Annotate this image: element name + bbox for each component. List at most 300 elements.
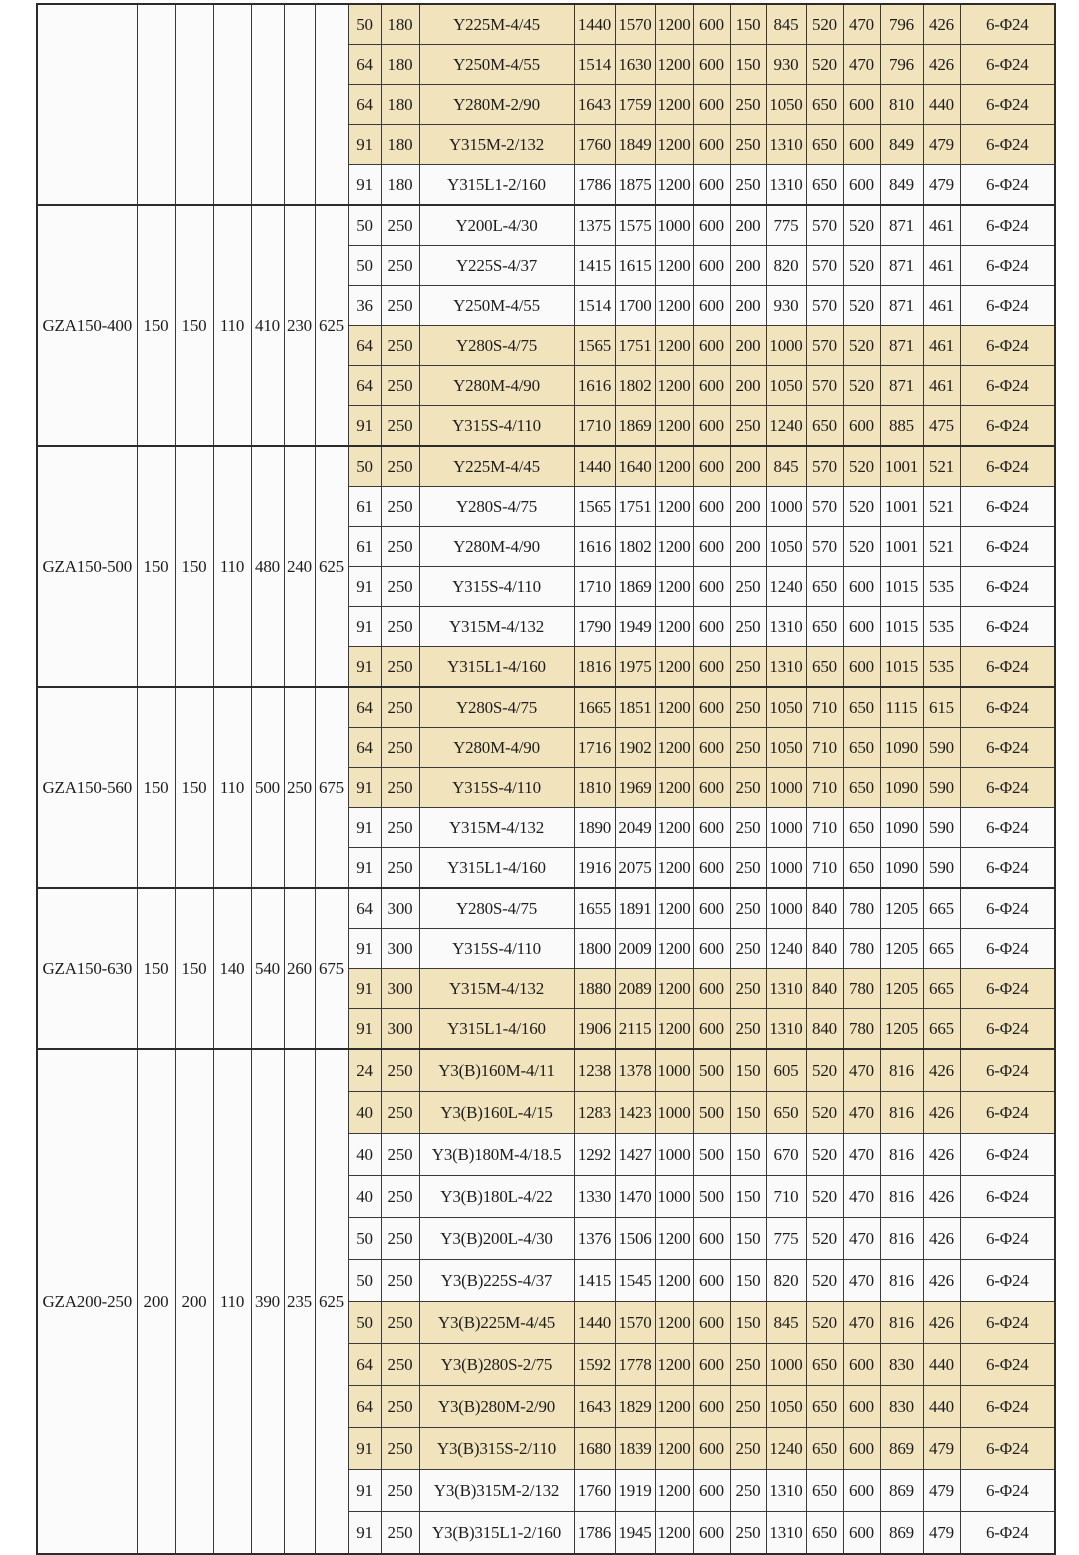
motor-model-cell: Y315L1-4/160: [419, 1009, 574, 1050]
value-cell: 1200: [655, 1260, 693, 1302]
value-cell: 535: [923, 567, 960, 607]
value-cell: 1310: [766, 125, 806, 165]
bolt-spec-cell: 6-Φ24: [960, 406, 1055, 447]
value-cell: 1665: [574, 687, 615, 728]
value-cell: 1015: [880, 567, 923, 607]
value-cell: 1200: [655, 406, 693, 447]
value-cell: 1849: [615, 125, 655, 165]
value-cell: 426: [923, 1260, 960, 1302]
value-cell: 1238: [574, 1049, 615, 1092]
value-cell: 91: [348, 848, 381, 889]
value-cell: 1869: [615, 567, 655, 607]
value-cell: 1200: [655, 687, 693, 728]
value-cell: 470: [843, 1302, 880, 1344]
value-cell: 50: [348, 4, 381, 45]
value-cell: 590: [923, 848, 960, 889]
motor-model-cell: Y280S-4/75: [419, 687, 574, 728]
value-cell: 1050: [766, 527, 806, 567]
value-cell: 600: [843, 1512, 880, 1555]
bolt-spec-cell: 6-Φ24: [960, 607, 1055, 647]
value-cell: 1200: [655, 165, 693, 206]
value-cell: 250: [381, 1176, 419, 1218]
motor-model-cell: Y200L-4/30: [419, 205, 574, 246]
motor-model-cell: Y280S-4/75: [419, 487, 574, 527]
value-cell: 600: [843, 85, 880, 125]
value-cell: 1000: [766, 848, 806, 889]
value-cell: 1001: [880, 446, 923, 487]
value-cell: 64: [348, 687, 381, 728]
value-cell: 1200: [655, 45, 693, 85]
model-cell: GZA200-250: [37, 1049, 137, 1554]
value-cell: 1680: [574, 1428, 615, 1470]
bolt-spec-cell: 6-Φ24: [960, 567, 1055, 607]
value-cell: 600: [693, 888, 730, 929]
value-cell: 650: [806, 1428, 843, 1470]
dim-cell: 150: [175, 446, 213, 687]
value-cell: 570: [806, 487, 843, 527]
value-cell: 1200: [655, 1302, 693, 1344]
value-cell: 250: [381, 286, 419, 326]
value-cell: 600: [693, 969, 730, 1009]
value-cell: 250: [730, 125, 766, 165]
dim-cell: 200: [137, 1049, 175, 1554]
value-cell: 520: [843, 246, 880, 286]
value-cell: 570: [806, 366, 843, 406]
value-cell: 1205: [880, 1009, 923, 1050]
value-cell: 91: [348, 808, 381, 848]
model-cell: GZA150-630: [37, 888, 137, 1049]
dim-cell: 110: [213, 205, 251, 446]
dim-cell: 240: [284, 446, 315, 687]
value-cell: 250: [730, 85, 766, 125]
value-cell: 461: [923, 326, 960, 366]
value-cell: 1050: [766, 1386, 806, 1428]
value-cell: 250: [730, 1009, 766, 1050]
value-cell: 650: [806, 165, 843, 206]
value-cell: 1205: [880, 969, 923, 1009]
bolt-spec-cell: 6-Φ24: [960, 728, 1055, 768]
value-cell: 250: [381, 527, 419, 567]
value-cell: 1200: [655, 768, 693, 808]
value-cell: 710: [806, 728, 843, 768]
value-cell: 600: [693, 487, 730, 527]
value-cell: 780: [843, 888, 880, 929]
value-cell: 36: [348, 286, 381, 326]
bolt-spec-cell: 6-Φ24: [960, 1260, 1055, 1302]
value-cell: 1800: [574, 929, 615, 969]
value-cell: 200: [730, 487, 766, 527]
value-cell: 1891: [615, 888, 655, 929]
value-cell: 849: [880, 125, 923, 165]
value-cell: 200: [730, 446, 766, 487]
value-cell: 650: [806, 647, 843, 688]
value-cell: 590: [923, 768, 960, 808]
value-cell: 1710: [574, 406, 615, 447]
value-cell: 250: [381, 1092, 419, 1134]
value-cell: 1000: [655, 1092, 693, 1134]
motor-model-cell: Y3(B)180M-4/18.5: [419, 1134, 574, 1176]
value-cell: 250: [730, 687, 766, 728]
model-cell: GZA150-560: [37, 687, 137, 888]
value-cell: 470: [843, 1176, 880, 1218]
motor-model-cell: Y3(B)315L1-2/160: [419, 1512, 574, 1555]
value-cell: 1200: [655, 487, 693, 527]
value-cell: 600: [693, 1344, 730, 1386]
value-cell: 1375: [574, 205, 615, 246]
value-cell: 930: [766, 45, 806, 85]
dim-cell: 625: [315, 1049, 348, 1554]
dim-cell: 675: [315, 888, 348, 1049]
value-cell: 710: [806, 768, 843, 808]
bolt-spec-cell: 6-Φ24: [960, 1386, 1055, 1428]
value-cell: 461: [923, 205, 960, 246]
value-cell: 520: [843, 527, 880, 567]
value-cell: 1630: [615, 45, 655, 85]
value-cell: 600: [843, 607, 880, 647]
value-cell: 650: [843, 728, 880, 768]
value-cell: 1200: [655, 85, 693, 125]
value-cell: 250: [381, 446, 419, 487]
value-cell: 300: [381, 888, 419, 929]
value-cell: 24: [348, 1049, 381, 1092]
value-cell: 40: [348, 1092, 381, 1134]
motor-model-cell: Y225M-4/45: [419, 446, 574, 487]
bolt-spec-cell: 6-Φ24: [960, 205, 1055, 246]
value-cell: 600: [843, 125, 880, 165]
value-cell: 570: [806, 246, 843, 286]
value-cell: 885: [880, 406, 923, 447]
value-cell: 1616: [574, 527, 615, 567]
value-cell: 1000: [766, 326, 806, 366]
value-cell: 300: [381, 1009, 419, 1050]
value-cell: 840: [806, 888, 843, 929]
bolt-spec-cell: 6-Φ24: [960, 326, 1055, 366]
value-cell: 2089: [615, 969, 655, 1009]
motor-model-cell: Y280M-4/90: [419, 366, 574, 406]
value-cell: 150: [730, 4, 766, 45]
value-cell: 426: [923, 1092, 960, 1134]
motor-model-cell: Y315L1-4/160: [419, 848, 574, 889]
value-cell: 470: [843, 1092, 880, 1134]
motor-model-cell: Y3(B)180L-4/22: [419, 1176, 574, 1218]
value-cell: 600: [843, 165, 880, 206]
value-cell: 845: [766, 1302, 806, 1344]
value-cell: 600: [693, 366, 730, 406]
value-cell: 1000: [655, 1134, 693, 1176]
value-cell: 605: [766, 1049, 806, 1092]
dim-cell: 260: [284, 888, 315, 1049]
value-cell: 500: [693, 1049, 730, 1092]
bolt-spec-cell: 6-Φ24: [960, 4, 1055, 45]
value-cell: 1050: [766, 728, 806, 768]
value-cell: 426: [923, 1049, 960, 1092]
value-cell: 250: [381, 607, 419, 647]
dim-cell: 150: [137, 205, 175, 446]
value-cell: 1090: [880, 728, 923, 768]
value-cell: 600: [693, 125, 730, 165]
value-cell: 2049: [615, 808, 655, 848]
value-cell: 461: [923, 246, 960, 286]
value-cell: 1000: [766, 1344, 806, 1386]
value-cell: 250: [730, 1386, 766, 1428]
value-cell: 479: [923, 1470, 960, 1512]
value-cell: 180: [381, 85, 419, 125]
value-cell: 1000: [655, 205, 693, 246]
value-cell: 50: [348, 1260, 381, 1302]
value-cell: 461: [923, 286, 960, 326]
spec-table-body: [37, 4, 1055, 1554]
value-cell: 1440: [574, 1302, 615, 1344]
motor-model-cell: Y280M-4/90: [419, 728, 574, 768]
value-cell: 1545: [615, 1260, 655, 1302]
value-cell: 1415: [574, 246, 615, 286]
value-cell: 600: [693, 527, 730, 567]
value-cell: 250: [730, 165, 766, 206]
value-cell: 570: [806, 205, 843, 246]
value-cell: 91: [348, 406, 381, 447]
bolt-spec-cell: 6-Φ24: [960, 1344, 1055, 1386]
value-cell: 1200: [655, 647, 693, 688]
value-cell: 91: [348, 607, 381, 647]
value-cell: 250: [730, 1428, 766, 1470]
value-cell: 845: [766, 4, 806, 45]
motor-model-cell: Y315M-4/132: [419, 969, 574, 1009]
value-cell: 600: [693, 607, 730, 647]
dim-cell: [284, 4, 315, 205]
value-cell: 1240: [766, 406, 806, 447]
value-cell: 1790: [574, 607, 615, 647]
value-cell: 150: [730, 1302, 766, 1344]
dim-cell: 150: [175, 888, 213, 1049]
value-cell: 479: [923, 1428, 960, 1470]
value-cell: 150: [730, 1260, 766, 1302]
value-cell: 520: [806, 1176, 843, 1218]
dim-cell: 390: [251, 1049, 284, 1554]
motor-model-cell: Y3(B)280S-2/75: [419, 1344, 574, 1386]
motor-model-cell: Y315S-4/110: [419, 406, 574, 447]
value-cell: 1090: [880, 848, 923, 889]
value-cell: 600: [693, 165, 730, 206]
value-cell: 570: [806, 286, 843, 326]
value-cell: 1200: [655, 848, 693, 889]
value-cell: 1949: [615, 607, 655, 647]
value-cell: 1786: [574, 1512, 615, 1555]
value-cell: 845: [766, 446, 806, 487]
motor-model-cell: Y315M-4/132: [419, 808, 574, 848]
value-cell: 1200: [655, 1218, 693, 1260]
value-cell: 600: [693, 848, 730, 889]
value-cell: 250: [381, 326, 419, 366]
value-cell: 1200: [655, 1512, 693, 1555]
value-cell: 250: [730, 929, 766, 969]
motor-model-cell: Y315L1-2/160: [419, 165, 574, 206]
value-cell: 64: [348, 85, 381, 125]
value-cell: 600: [693, 4, 730, 45]
value-cell: 1001: [880, 527, 923, 567]
value-cell: 250: [381, 728, 419, 768]
bolt-spec-cell: 6-Φ24: [960, 888, 1055, 929]
value-cell: 1200: [655, 607, 693, 647]
bolt-spec-cell: 6-Φ24: [960, 687, 1055, 728]
value-cell: 871: [880, 326, 923, 366]
bolt-spec-cell: 6-Φ24: [960, 1176, 1055, 1218]
value-cell: 600: [843, 406, 880, 447]
value-cell: 600: [693, 326, 730, 366]
value-cell: 300: [381, 929, 419, 969]
value-cell: 1000: [766, 888, 806, 929]
value-cell: 650: [843, 808, 880, 848]
value-cell: 180: [381, 4, 419, 45]
dim-cell: 480: [251, 446, 284, 687]
motor-model-cell: Y280M-2/90: [419, 85, 574, 125]
motor-model-cell: Y3(B)315S-2/110: [419, 1428, 574, 1470]
value-cell: 1919: [615, 1470, 655, 1512]
bolt-spec-cell: 6-Φ24: [960, 1049, 1055, 1092]
dim-cell: 150: [137, 687, 175, 888]
value-cell: 650: [806, 406, 843, 447]
value-cell: 600: [693, 768, 730, 808]
value-cell: 816: [880, 1134, 923, 1176]
value-cell: 521: [923, 446, 960, 487]
dim-cell: 200: [175, 1049, 213, 1554]
value-cell: 1200: [655, 286, 693, 326]
value-cell: 535: [923, 607, 960, 647]
value-cell: 426: [923, 45, 960, 85]
motor-model-cell: Y3(B)280M-2/90: [419, 1386, 574, 1428]
dim-cell: 140: [213, 888, 251, 1049]
motor-model-cell: Y3(B)225M-4/45: [419, 1302, 574, 1344]
value-cell: 1283: [574, 1092, 615, 1134]
value-cell: 650: [806, 125, 843, 165]
value-cell: 1050: [766, 366, 806, 406]
value-cell: 816: [880, 1176, 923, 1218]
value-cell: 1001: [880, 487, 923, 527]
value-cell: 40: [348, 1134, 381, 1176]
value-cell: 1200: [655, 1386, 693, 1428]
value-cell: 91: [348, 165, 381, 206]
value-cell: 520: [806, 1049, 843, 1092]
value-cell: 871: [880, 205, 923, 246]
value-cell: 650: [843, 687, 880, 728]
value-cell: 200: [730, 366, 766, 406]
value-cell: 830: [880, 1344, 923, 1386]
value-cell: 250: [730, 567, 766, 607]
value-cell: 520: [806, 1302, 843, 1344]
value-cell: 1643: [574, 1386, 615, 1428]
value-cell: 250: [730, 1512, 766, 1555]
value-cell: 775: [766, 1218, 806, 1260]
value-cell: 535: [923, 647, 960, 688]
bolt-spec-cell: 6-Φ24: [960, 1302, 1055, 1344]
motor-model-cell: Y280M-4/90: [419, 527, 574, 567]
value-cell: 250: [381, 366, 419, 406]
value-cell: 50: [348, 1302, 381, 1344]
dim-cell: 250: [284, 687, 315, 888]
dim-cell: [137, 4, 175, 205]
motor-model-cell: Y315M-2/132: [419, 125, 574, 165]
value-cell: 40: [348, 1176, 381, 1218]
value-cell: 665: [923, 929, 960, 969]
value-cell: 650: [806, 1470, 843, 1512]
bolt-spec-cell: 6-Φ24: [960, 85, 1055, 125]
value-cell: 600: [693, 728, 730, 768]
bolt-spec-cell: 6-Φ24: [960, 1092, 1055, 1134]
value-cell: 1643: [574, 85, 615, 125]
value-cell: 1751: [615, 487, 655, 527]
value-cell: 520: [843, 326, 880, 366]
value-cell: 600: [693, 446, 730, 487]
value-cell: 250: [381, 1260, 419, 1302]
value-cell: 250: [381, 406, 419, 447]
value-cell: 615: [923, 687, 960, 728]
value-cell: 710: [806, 848, 843, 889]
value-cell: 150: [730, 1092, 766, 1134]
value-cell: 91: [348, 647, 381, 688]
value-cell: 665: [923, 969, 960, 1009]
value-cell: 1000: [766, 768, 806, 808]
value-cell: 250: [730, 647, 766, 688]
value-cell: 1015: [880, 607, 923, 647]
value-cell: 1310: [766, 1470, 806, 1512]
value-cell: 1415: [574, 1260, 615, 1302]
value-cell: 150: [730, 1176, 766, 1218]
value-cell: 780: [843, 969, 880, 1009]
value-cell: 600: [693, 286, 730, 326]
motor-model-cell: Y250M-4/55: [419, 286, 574, 326]
motor-model-cell: Y225S-4/37: [419, 246, 574, 286]
value-cell: 150: [730, 1218, 766, 1260]
value-cell: 600: [693, 1302, 730, 1344]
bolt-spec-cell: 6-Φ24: [960, 1009, 1055, 1050]
value-cell: 1330: [574, 1176, 615, 1218]
value-cell: 1200: [655, 929, 693, 969]
value-cell: 1440: [574, 4, 615, 45]
bolt-spec-cell: 6-Φ24: [960, 808, 1055, 848]
value-cell: 840: [806, 929, 843, 969]
value-cell: 849: [880, 165, 923, 206]
value-cell: 50: [348, 1218, 381, 1260]
value-cell: 1200: [655, 1009, 693, 1050]
value-cell: 869: [880, 1470, 923, 1512]
value-cell: 1292: [574, 1134, 615, 1176]
value-cell: 1200: [655, 969, 693, 1009]
motor-model-cell: Y315L1-4/160: [419, 647, 574, 688]
value-cell: 570: [806, 527, 843, 567]
value-cell: 200: [730, 286, 766, 326]
bolt-spec-cell: 6-Φ24: [960, 969, 1055, 1009]
value-cell: 871: [880, 286, 923, 326]
value-cell: 440: [923, 85, 960, 125]
model-cell: [37, 4, 137, 205]
value-cell: 1751: [615, 326, 655, 366]
value-cell: 1200: [655, 567, 693, 607]
value-cell: 840: [806, 1009, 843, 1050]
value-cell: 600: [693, 246, 730, 286]
value-cell: 64: [348, 728, 381, 768]
value-cell: 1851: [615, 687, 655, 728]
value-cell: 816: [880, 1260, 923, 1302]
value-cell: 1802: [615, 366, 655, 406]
value-cell: 1200: [655, 366, 693, 406]
value-cell: 520: [806, 1218, 843, 1260]
value-cell: 775: [766, 205, 806, 246]
value-cell: 600: [693, 647, 730, 688]
value-cell: 930: [766, 286, 806, 326]
motor-model-cell: Y225M-4/45: [419, 4, 574, 45]
value-cell: 520: [806, 1092, 843, 1134]
value-cell: 1310: [766, 1512, 806, 1555]
value-cell: 1514: [574, 45, 615, 85]
